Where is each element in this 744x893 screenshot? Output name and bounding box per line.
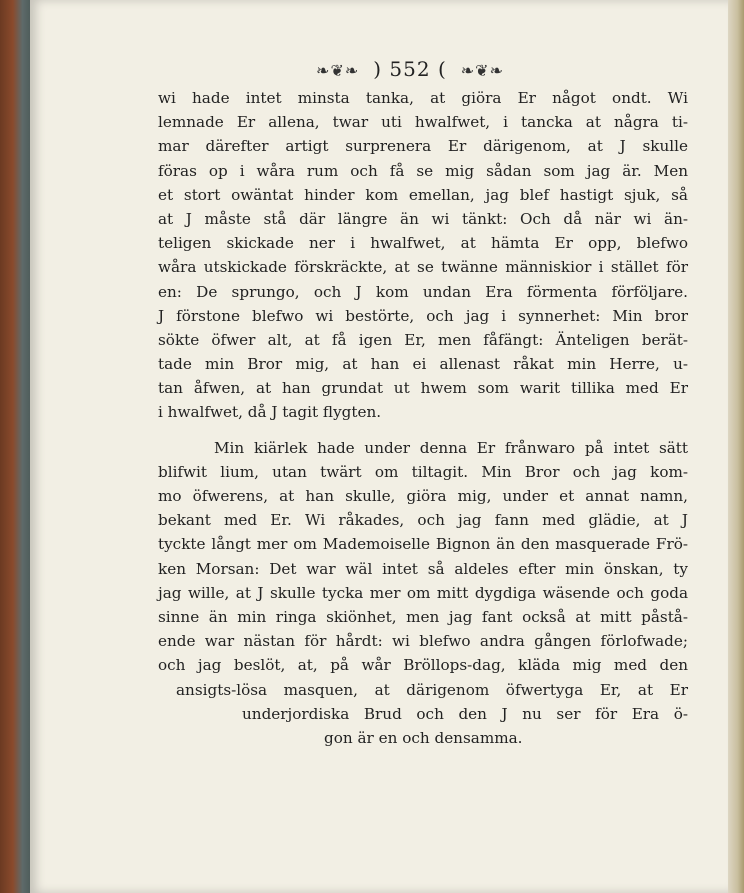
- text-line: sinne än min ringa skiönhet, men jag fant också at mitt påstå-: [158, 607, 688, 626]
- text-line: et stort owäntat hinder kom emellan, jag blef hastigt sjuk, så: [158, 185, 688, 204]
- text-line: mar därefter artigt surprenera Er därigenom, at J skulle: [158, 137, 688, 156]
- text-line: lemnade Er allena, twar uti hwalfwet, i tancka at några ti-: [158, 113, 688, 132]
- text-line: jag wille, at J skulle tycka mer om mitt dygdiga wäsende och goda: [158, 583, 688, 602]
- text-line: sökte öfwer alt, at få igen Er, men fåfängt: Änteligen berät-: [158, 330, 688, 349]
- text-line: tade min Bror mig, at han ei allenast råkat min Herre, u-: [158, 355, 688, 374]
- text-line: ansigts-lösa masquen, at därigenom öfwertyga Er, at Er: [176, 680, 688, 699]
- text-line: underjordiska Brud och den J nu ser för Era ö-: [242, 704, 688, 723]
- book-spine: [0, 0, 32, 893]
- paragraph: [158, 86, 688, 425]
- text-line: ende war nästan för hårdt: wi blefwo andra gången förlofwade;: [158, 632, 688, 651]
- text-line: J förstone blefwo wi bestörte, och jag i synnerhet: Min bror: [158, 306, 688, 325]
- text-line: och jag beslöt, at, på wår Bröllops-dag, kläda mig med den: [158, 656, 688, 675]
- text-line: ken Morsan: Det war wäl intet så aldeles efter min önskan, ty: [158, 559, 688, 578]
- text-line: tyckte långt mer om Mademoiselle Bignon än den masquerade Frö-: [158, 535, 688, 554]
- page-edge: [728, 0, 744, 893]
- text-line: tan åfwen, at han grundat ut hwem som warit tillika med Er: [158, 379, 688, 398]
- text-line: blifwit lium, utan twärt om tiltagit. Min Bror och jag kom-: [158, 462, 688, 481]
- running-header: [270, 57, 550, 87]
- right-ornament-icon: ❧❦❧: [460, 61, 504, 80]
- text-line: at J måste stå där längre än wi tänkt: Och då när wi än-: [158, 209, 688, 228]
- text-line: mo öfwerens, at han skulle, giöra mig, under et annat namn,: [158, 487, 688, 505]
- text-line: föras op i wåra rum och få se mig sådan som jag är. Men: [158, 161, 688, 180]
- text-line: Min kiärlek hade under denna Er frånwaro på intet sätt: [214, 438, 688, 457]
- page-number: ) 552 (: [373, 57, 447, 81]
- text-line: bekant med Er. Wi råkades, och jag fann med glädie, at J: [158, 511, 688, 530]
- text-line: wi hade intet minsta tanka, at giöra Er något ondt. Wi: [158, 89, 688, 107]
- text-line: i hwalfwet, då J tagit flygten.: [158, 403, 382, 422]
- text-line: teligen skickade ner i hwalfwet, at hämta Er opp, blefwo: [158, 234, 688, 253]
- text-line: en: De sprungo, och J kom undan Era förmenta förföljare.: [158, 282, 688, 301]
- text-line: gon är en och densamma.: [324, 728, 523, 747]
- text-line: wåra utskickade förskräckte, at se twänne människior i stället för: [158, 258, 688, 277]
- left-ornament-icon: ❧❦❧: [316, 61, 360, 80]
- paragraph: [158, 436, 688, 750]
- body-text: [158, 86, 688, 750]
